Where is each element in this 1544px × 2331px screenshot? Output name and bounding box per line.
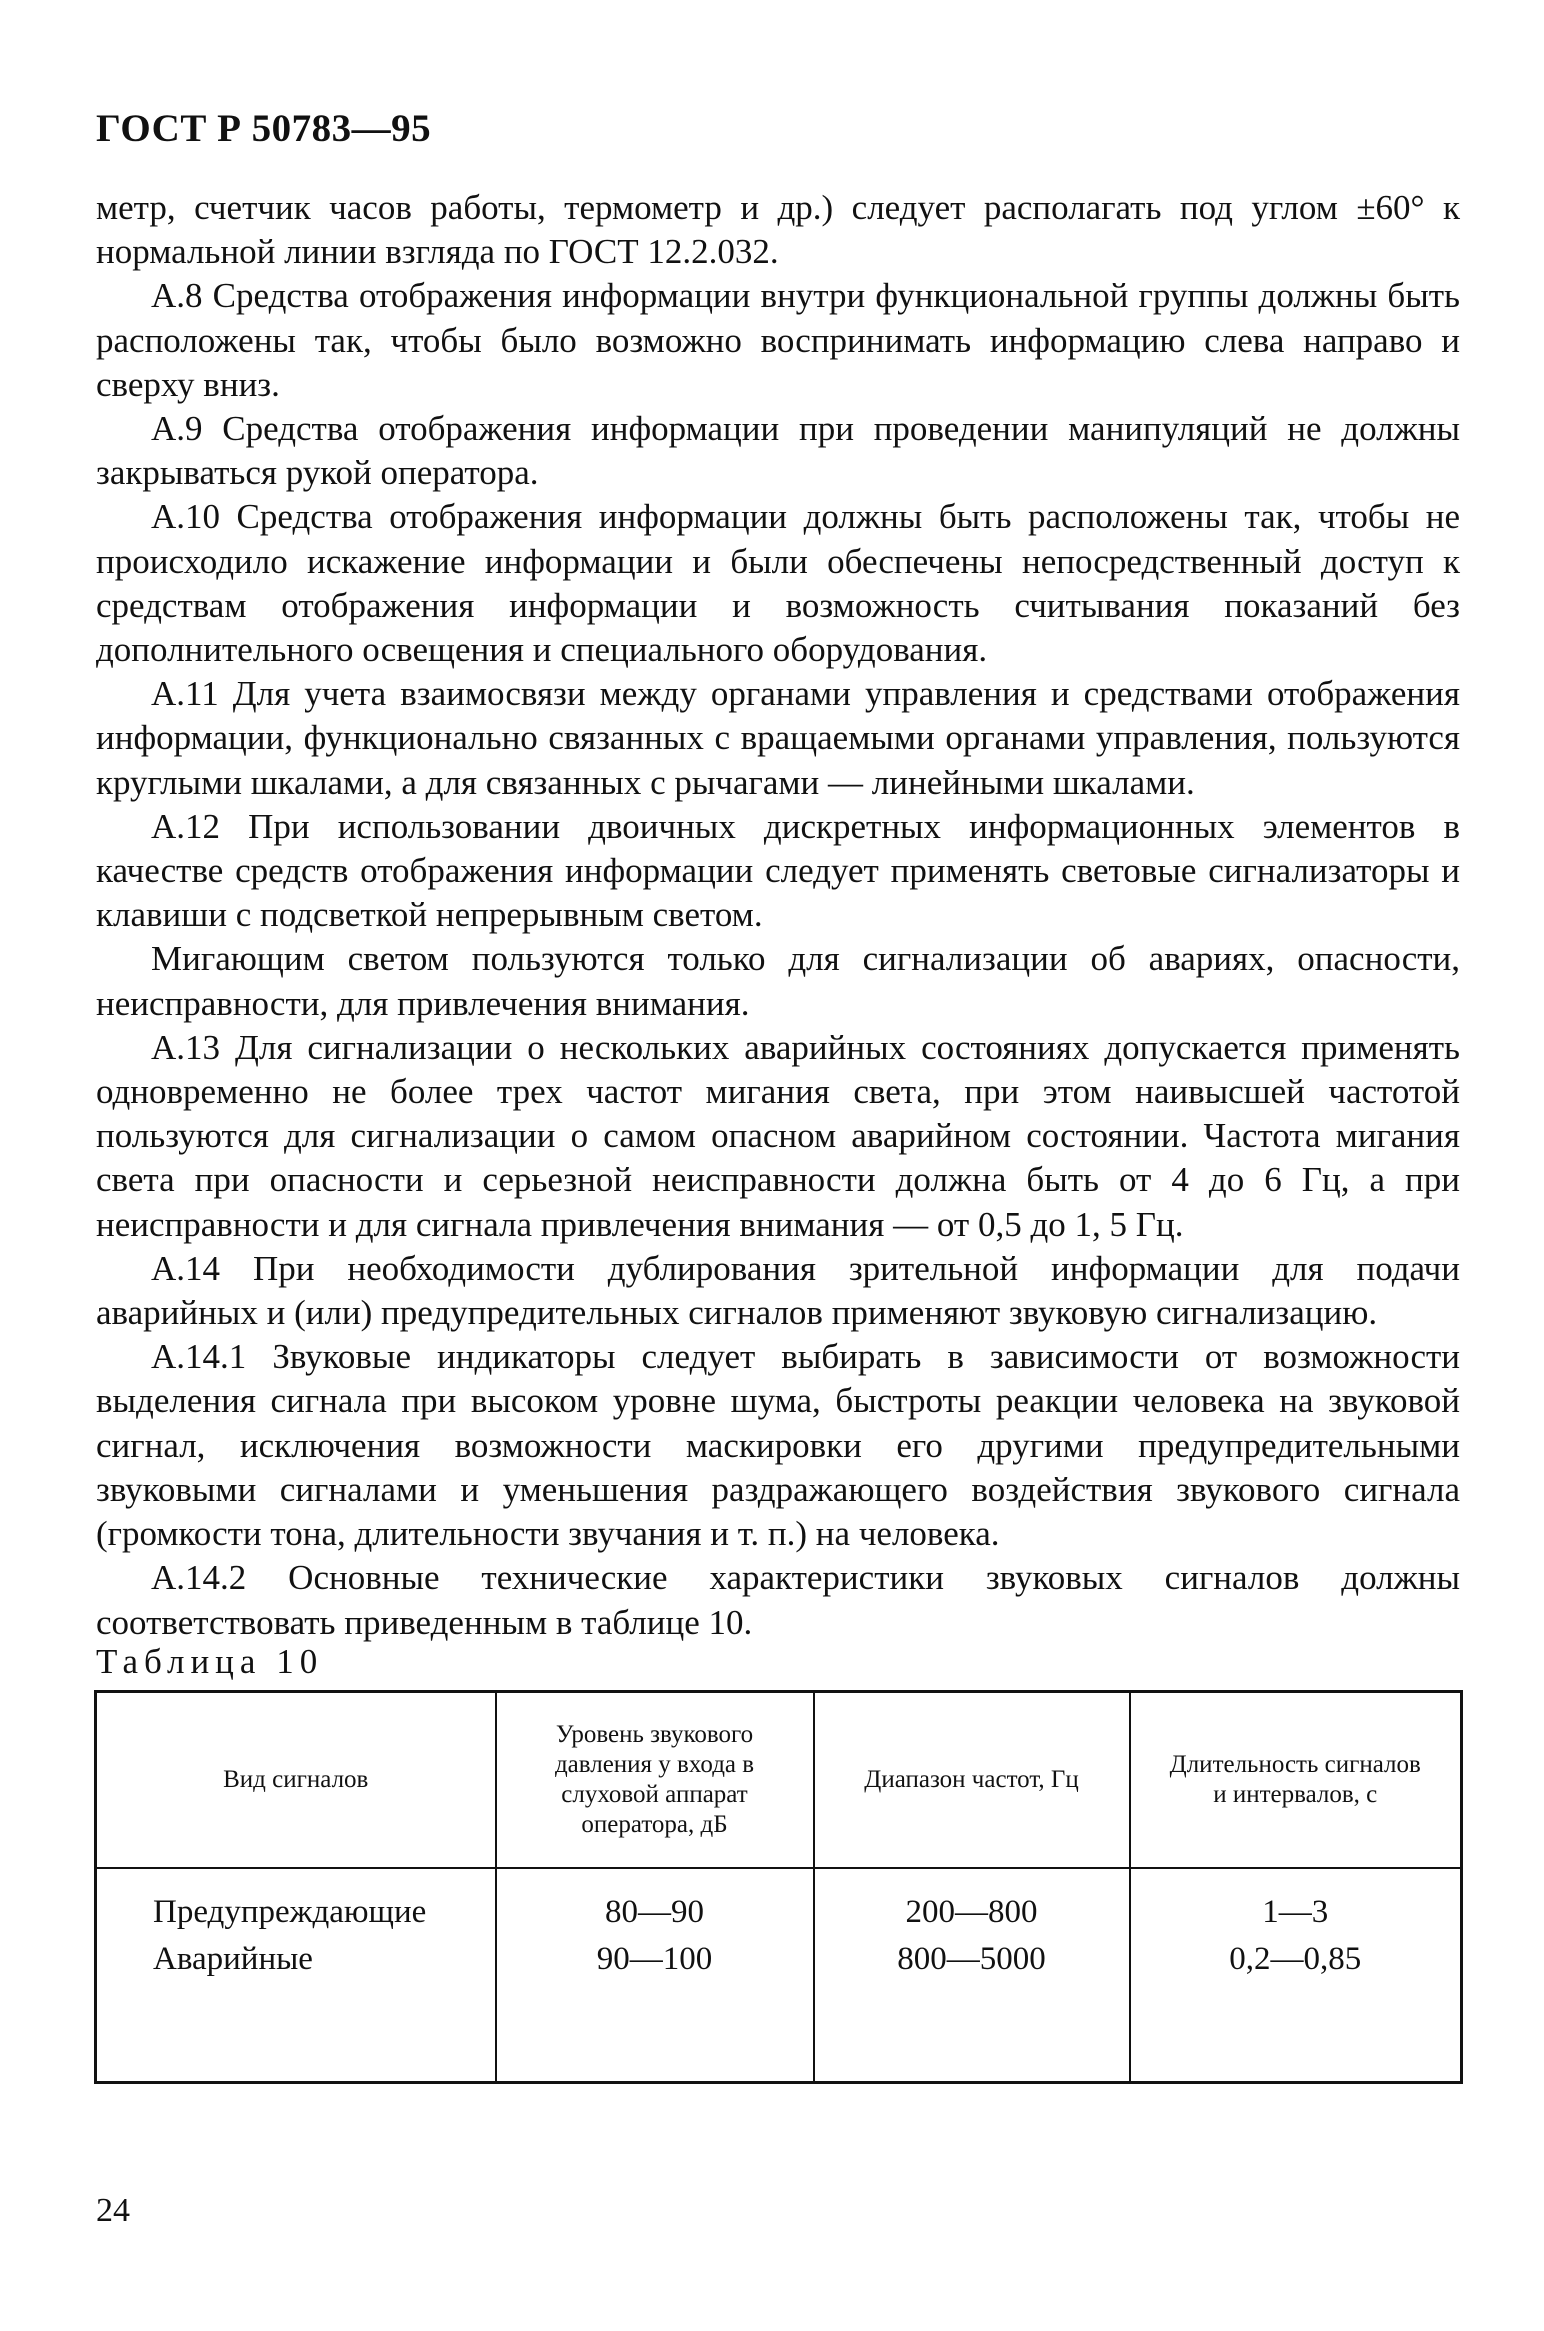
paragraph-blinking-light: Мигающим светом пользуются только для сигнализации об авариях, опасности, неисправности, для привлечения внимания. <box>96 939 1460 1023</box>
paragraph-a14-1: А.14.1 Звуковые индикаторы следует выбирать в зависимости от возможности выделения сигнала при высоком уровне шума, быстроты реакции человека на звуковой сигнал, исключения возможности маскировки его другими предупредительными звуковыми сигналами и уменьшения раздражающего воздействия звукового сигнала (громкости тона, длительности звучания и т. п.) на человека. <box>96 1337 1460 1554</box>
table-cell-duration <box>1130 1868 1462 2083</box>
signal-characteristics-table <box>94 1690 1463 2084</box>
page-number: 24 <box>96 2192 130 2229</box>
paragraph-a13: А.13 Для сигнализации о нескольких аварийных состояниях допускается применять одновременно не более трех частот мигания света, при этом наивысшей частотой пользуются для сигнализации о самом опасном аварийном состоянии. Частота мигания света при опасности и серьезной неисправности должна быть от 4 до 6 Гц, а при неисправности и для сигнала привлечения внимания — от 0,5 до 1, 5 Гц. <box>96 1027 1460 1244</box>
table-cell-sound-pressure <box>496 1868 814 2083</box>
table-caption: Таблица 10 <box>96 1642 324 1681</box>
table-header-duration: Длительность сигналов и интервалов, с <box>1130 1692 1462 1869</box>
table-header-signal-type: Вид сигналов <box>96 1692 496 1869</box>
paragraph-a11: А.11 Для учета взаимосвязи между органами управления и средствами отображения информации, функционально связанных с вращаемыми органами управления, пользуются круглыми шкалами, а для связанных с рычагами — линейными шкалами. <box>96 674 1460 802</box>
table-cell: 80—90 <box>605 1894 704 1930</box>
paragraph-a14-2: А.14.2 Основные технические характеристики звуковых сигналов должны соответствовать приведенным в таблице 10. <box>96 1558 1460 1642</box>
table-cell: 1—3 <box>1262 1894 1329 1930</box>
paragraph-a14: А.14 При необходимости дублирования зрительной информации для подачи аварийных и (или) предупредительных сигналов применяют звуковую сигнализацию. <box>96 1248 1460 1333</box>
table-cell: 0,2—0,85 <box>1229 1941 1362 1977</box>
paragraph-a9: А.9 Средства отображения информации при проведении манипуляций не должны закрываться рукой оператора. <box>96 409 1460 493</box>
body-text <box>96 186 1460 1645</box>
paragraph-a10: А.10 Средства отображения информации должны быть расположены так, чтобы не происходило искажение информации и были обеспечены непосредственный доступ к средствам отображения информации и возможность считывания показаний без дополнительного освещения и специального оборудования. <box>96 497 1460 670</box>
paragraph-a8: А.8 Средства отображения информации внутри функциональной группы должны быть расположены так, чтобы было возможно воспринимать информацию слева направо и сверху вниз. <box>96 276 1460 404</box>
paragraph-a12: А.12 При использовании двоичных дискретных информационных элементов в качестве средств отображения информации следует применять световые сигнализаторы и клавиши с подсветкой непрерывным светом. <box>96 806 1460 935</box>
table-header-row <box>96 1692 1462 1869</box>
table-row <box>96 1868 1462 2083</box>
table-cell: 200—800 <box>905 1894 1038 1930</box>
table-cell: Предупреждающие <box>153 1894 427 1930</box>
table-cell: 90—100 <box>596 1941 713 1977</box>
table-cell-signal-type <box>96 1868 496 2083</box>
table-cell: 800—5000 <box>897 1941 1046 1977</box>
table-header-frequency-range: Диапазон частот, Гц <box>814 1692 1130 1869</box>
paragraph-continuation: метр, счетчик часов работы, термометр и др.) следует располагать под углом ±60° к нормальной линии взгляда по ГОСТ 12.2.032. <box>96 188 1460 272</box>
table-cell-frequency-range <box>814 1868 1130 2083</box>
table-cell: Аварийные <box>153 1941 313 1977</box>
document-header-title: ГОСТ Р 50783—95 <box>96 107 432 150</box>
table-header-sound-pressure: Уровень звукового давления у входа в слуховой аппарат оператора, дБ <box>496 1692 814 1869</box>
